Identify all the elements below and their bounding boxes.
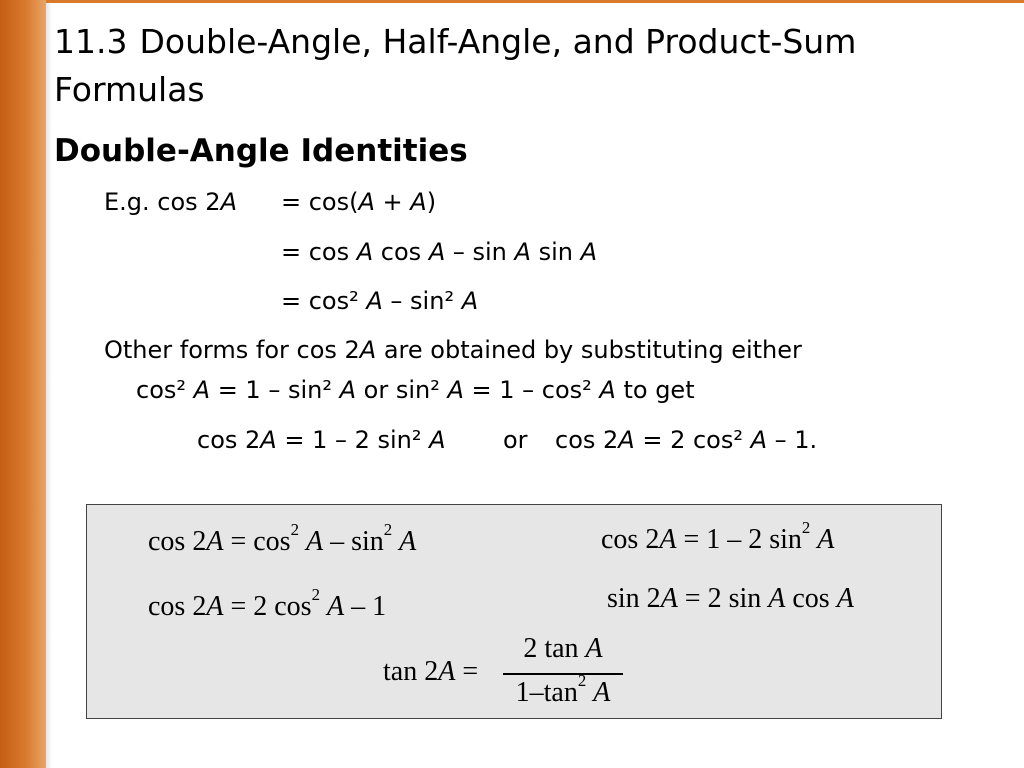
title-number: 11.3: [54, 22, 128, 61]
var-a: A: [339, 376, 357, 404]
var-a: A: [768, 583, 786, 614]
sq: 2: [577, 670, 587, 690]
var-a: A: [358, 188, 375, 216]
expl-2c: or sin²: [356, 376, 448, 404]
f5-lhs-b: =: [455, 656, 479, 687]
sq: 2: [311, 584, 320, 604]
var-a: A: [580, 238, 597, 266]
var-a: A: [206, 526, 224, 557]
result-line-right: [555, 424, 817, 456]
var-a: A: [438, 656, 456, 687]
formula-cos2a-1: [148, 519, 417, 559]
var-a: A: [356, 238, 374, 266]
expl-1b: are obtained by substituting either: [376, 336, 802, 364]
f1-c: – sin: [323, 526, 384, 557]
plus: +: [374, 188, 411, 216]
result-b: = 1 – 2 sin²: [276, 426, 430, 454]
sq: 2: [801, 517, 811, 537]
var-a: A: [429, 426, 446, 454]
fraction-numerator: [503, 633, 623, 665]
formula-tan2a-lhs: [383, 655, 478, 689]
var-a: A: [193, 376, 211, 404]
result-d: = 2 cos²: [634, 426, 751, 454]
eg-label: E.g. cos 2: [104, 188, 221, 216]
var-a: A: [428, 238, 446, 266]
var-a: A: [260, 426, 277, 454]
f5-den-a: 1–tan: [515, 677, 578, 708]
var-a: A: [399, 526, 417, 557]
step2-a: = cos: [281, 238, 357, 266]
result-e: – 1.: [767, 426, 818, 454]
f2-b: = 1 – 2 sin: [676, 524, 802, 555]
step2-d: sin: [530, 238, 581, 266]
var-a: A: [585, 633, 603, 664]
slide-title: [54, 18, 1004, 114]
explanation-line-2: [136, 374, 695, 406]
f3-c: – 1: [344, 591, 387, 622]
f1-b: = cos: [223, 526, 291, 557]
formula-sin2a: [607, 582, 854, 616]
step2-c: – sin: [445, 238, 515, 266]
var-a: A: [359, 336, 377, 364]
section-heading: Double-Angle Identities: [54, 133, 468, 169]
var-a: A: [461, 287, 479, 315]
var-a: A: [410, 188, 427, 216]
f1-a: cos 2: [148, 526, 207, 557]
derivation-step-2: [281, 236, 597, 268]
top-accent-line: [46, 0, 1024, 3]
var-a: A: [618, 426, 635, 454]
formula-summary-box: [86, 504, 942, 719]
step2-b: cos: [373, 238, 429, 266]
result-c: cos 2: [555, 426, 619, 454]
var-a: A: [593, 677, 611, 708]
var-a: A: [660, 583, 678, 614]
fraction-bar: [503, 673, 623, 675]
derivation-step-3: [281, 285, 478, 317]
expl-1a: Other forms for cos 2: [104, 336, 360, 364]
f3-b: = 2 cos: [223, 591, 312, 622]
var-a: A: [817, 524, 835, 555]
result-line-left: [197, 424, 446, 456]
formula-cos2a-2: [601, 517, 835, 557]
band-shadow: [46, 0, 52, 768]
expl-2b: = 1 – sin²: [210, 376, 340, 404]
sq: 2: [383, 519, 393, 539]
step1-left: = cos(: [281, 188, 359, 216]
var-a: A: [659, 524, 677, 555]
var-a: A: [305, 526, 324, 557]
expl-2e: to get: [615, 376, 695, 404]
left-accent-band: [0, 0, 46, 768]
title-text: Double-Angle, Half-Angle, and Product-Sum Formulas: [54, 22, 857, 109]
step3-a: = cos²: [281, 287, 367, 315]
var-a: A: [514, 238, 531, 266]
var-a: A: [447, 376, 464, 404]
step3-b: – sin²: [382, 287, 462, 315]
f5-num-a: 2 tan: [523, 633, 586, 664]
var-a: A: [366, 287, 383, 315]
var-a: A: [599, 376, 616, 404]
expl-2d: = 1 – cos²: [463, 376, 600, 404]
sq: 2: [290, 519, 299, 539]
var-a: A: [206, 591, 224, 622]
result-or: or: [503, 426, 528, 454]
result-a: cos 2: [197, 426, 261, 454]
formula-cos2a-3: [148, 584, 387, 624]
f5-lhs-a: tan 2: [383, 656, 439, 687]
f3-a: cos 2: [148, 591, 207, 622]
f2-a: cos 2: [601, 524, 660, 555]
explanation-line-1: [104, 334, 802, 366]
f4-b: = 2 sin: [677, 583, 769, 614]
f4-a: sin 2: [607, 583, 661, 614]
var-a: A: [220, 188, 237, 216]
fraction-denominator: [503, 670, 623, 709]
expl-2a: cos²: [136, 376, 194, 404]
close-paren: ): [426, 188, 437, 216]
derivation-line-1: [104, 186, 237, 218]
f4-c: cos: [785, 583, 837, 614]
derivation-step-1: [281, 186, 436, 218]
var-a: A: [750, 426, 768, 454]
var-a: A: [836, 583, 854, 614]
var-a: A: [326, 591, 345, 622]
